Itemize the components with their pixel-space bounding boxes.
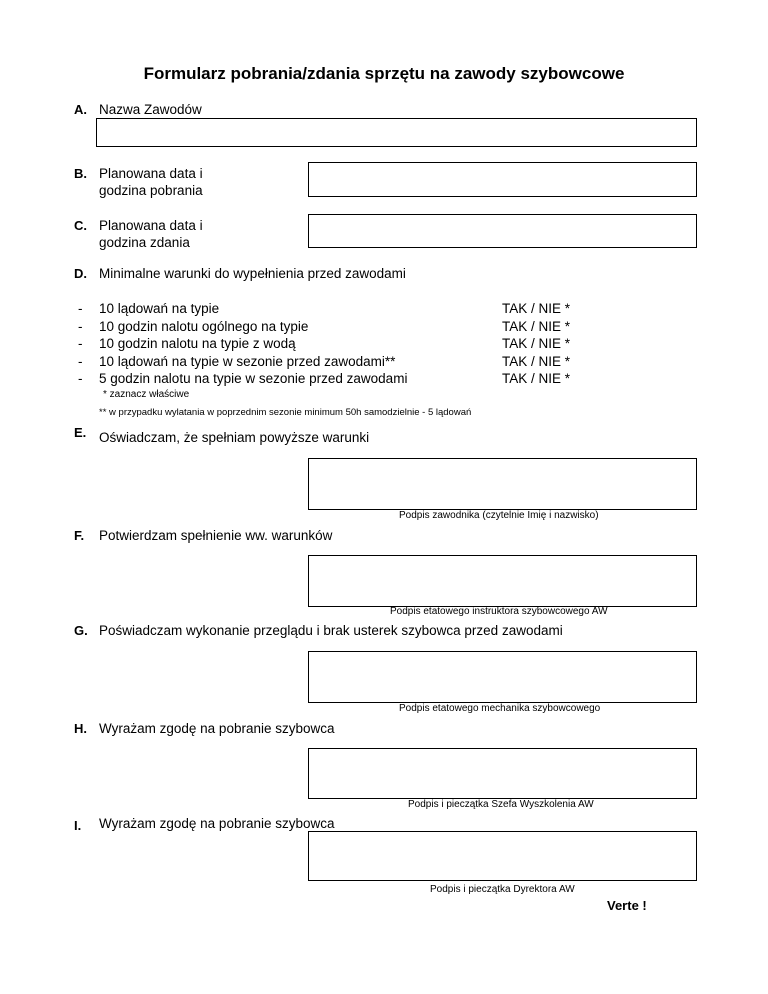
list-item-dash: - bbox=[78, 318, 83, 334]
yes-no-option[interactable]: TAK / NIE * bbox=[502, 353, 571, 369]
list-item-dash: - bbox=[78, 371, 83, 386]
page-title: Formularz pobrania/zdania sprzętu na zawody szybowcowe bbox=[143, 64, 625, 83]
section-h-label: Wyrażam zgodę na pobranie szybowca bbox=[99, 721, 335, 736]
section-a-label: Nazwa Zawodów bbox=[99, 102, 202, 117]
director-signature-box[interactable] bbox=[308, 831, 697, 881]
section-a-letter: A. bbox=[74, 102, 87, 117]
instructor-signature-caption: Podpis etatowego instruktora szybowcowego AW bbox=[390, 606, 608, 617]
chief-training-signature-caption: Podpis i pieczątka Szefa Wyszkolenia AW bbox=[408, 799, 594, 810]
pickup-datetime-field[interactable] bbox=[308, 162, 697, 197]
instructor-signature-box[interactable] bbox=[308, 555, 697, 607]
section-d-letter: D. bbox=[74, 266, 87, 281]
competitor-signature-caption: Podpis zawodnika (czytelnie Imię i nazwisko) bbox=[399, 510, 599, 521]
list-item: 10 godzin nalotu ogólnego na typie bbox=[99, 318, 309, 334]
list-item-dash: - bbox=[78, 353, 83, 369]
list-item-dash: - bbox=[78, 336, 83, 351]
section-g-label: Poświadczam wykonanie przeglądu i brak usterek szybowca przed zawodami bbox=[99, 623, 563, 638]
competition-name-field[interactable] bbox=[96, 118, 697, 147]
yes-no-option[interactable]: TAK / NIE * bbox=[502, 318, 571, 334]
section-h-letter: H. bbox=[74, 721, 87, 736]
list-item: 10 godzin nalotu na typie z wodą bbox=[99, 336, 296, 351]
section-f-label: Potwierdzam spełnienie ww. warunków bbox=[99, 528, 333, 543]
section-b-label-line1: Planowana data i bbox=[99, 166, 203, 181]
section-f-letter: F. bbox=[74, 528, 85, 543]
list-item: 10 lądowań na typie w sezonie przed zawodami** bbox=[99, 353, 396, 369]
return-datetime-field[interactable] bbox=[308, 214, 697, 248]
yes-no-option[interactable]: TAK / NIE * bbox=[502, 371, 571, 386]
section-b-label bbox=[99, 165, 203, 199]
list-item: 5 godzin nalotu na typie w sezonie przed zawodami bbox=[99, 371, 408, 386]
section-e-letter: E. bbox=[74, 425, 87, 440]
footnote-previous-season: ** w przypadku wylatania w poprzednim sezonie minimum 50h samodzielnie - 5 lądowań bbox=[99, 407, 472, 418]
footnote-choose: * zaznacz właściwe bbox=[103, 389, 190, 400]
section-c-label-line2: godzina zdania bbox=[99, 235, 190, 250]
section-c-label-line1: Planowana data i bbox=[99, 218, 203, 233]
section-c-label bbox=[99, 217, 203, 251]
section-d-label: Minimalne warunki do wypełnienia przed zawodami bbox=[99, 266, 406, 281]
section-i-label: Wyrażam zgodę na pobranie szybowca bbox=[99, 816, 335, 831]
section-g-letter: G. bbox=[74, 623, 88, 638]
mechanic-signature-caption: Podpis etatowego mechanika szybowcowego bbox=[399, 703, 601, 714]
verte-note: Verte ! bbox=[607, 898, 647, 913]
mechanic-signature-box[interactable] bbox=[308, 651, 697, 703]
yes-no-option[interactable]: TAK / NIE * bbox=[502, 301, 571, 316]
section-b-letter: B. bbox=[74, 166, 87, 181]
competitor-signature-box[interactable] bbox=[308, 458, 697, 510]
chief-training-signature-box[interactable] bbox=[308, 748, 697, 799]
list-item-dash: - bbox=[78, 301, 83, 316]
yes-no-option[interactable]: TAK / NIE * bbox=[502, 336, 571, 351]
list-item: 10 lądowań na typie bbox=[99, 301, 220, 316]
section-b-label-line2: godzina pobrania bbox=[99, 183, 203, 198]
section-c-letter: C. bbox=[74, 218, 87, 233]
section-i-letter: I. bbox=[74, 818, 82, 833]
director-signature-caption: Podpis i pieczątka Dyrektora AW bbox=[430, 884, 575, 895]
section-e-label: Oświadczam, że spełniam powyższe warunki bbox=[99, 430, 370, 445]
